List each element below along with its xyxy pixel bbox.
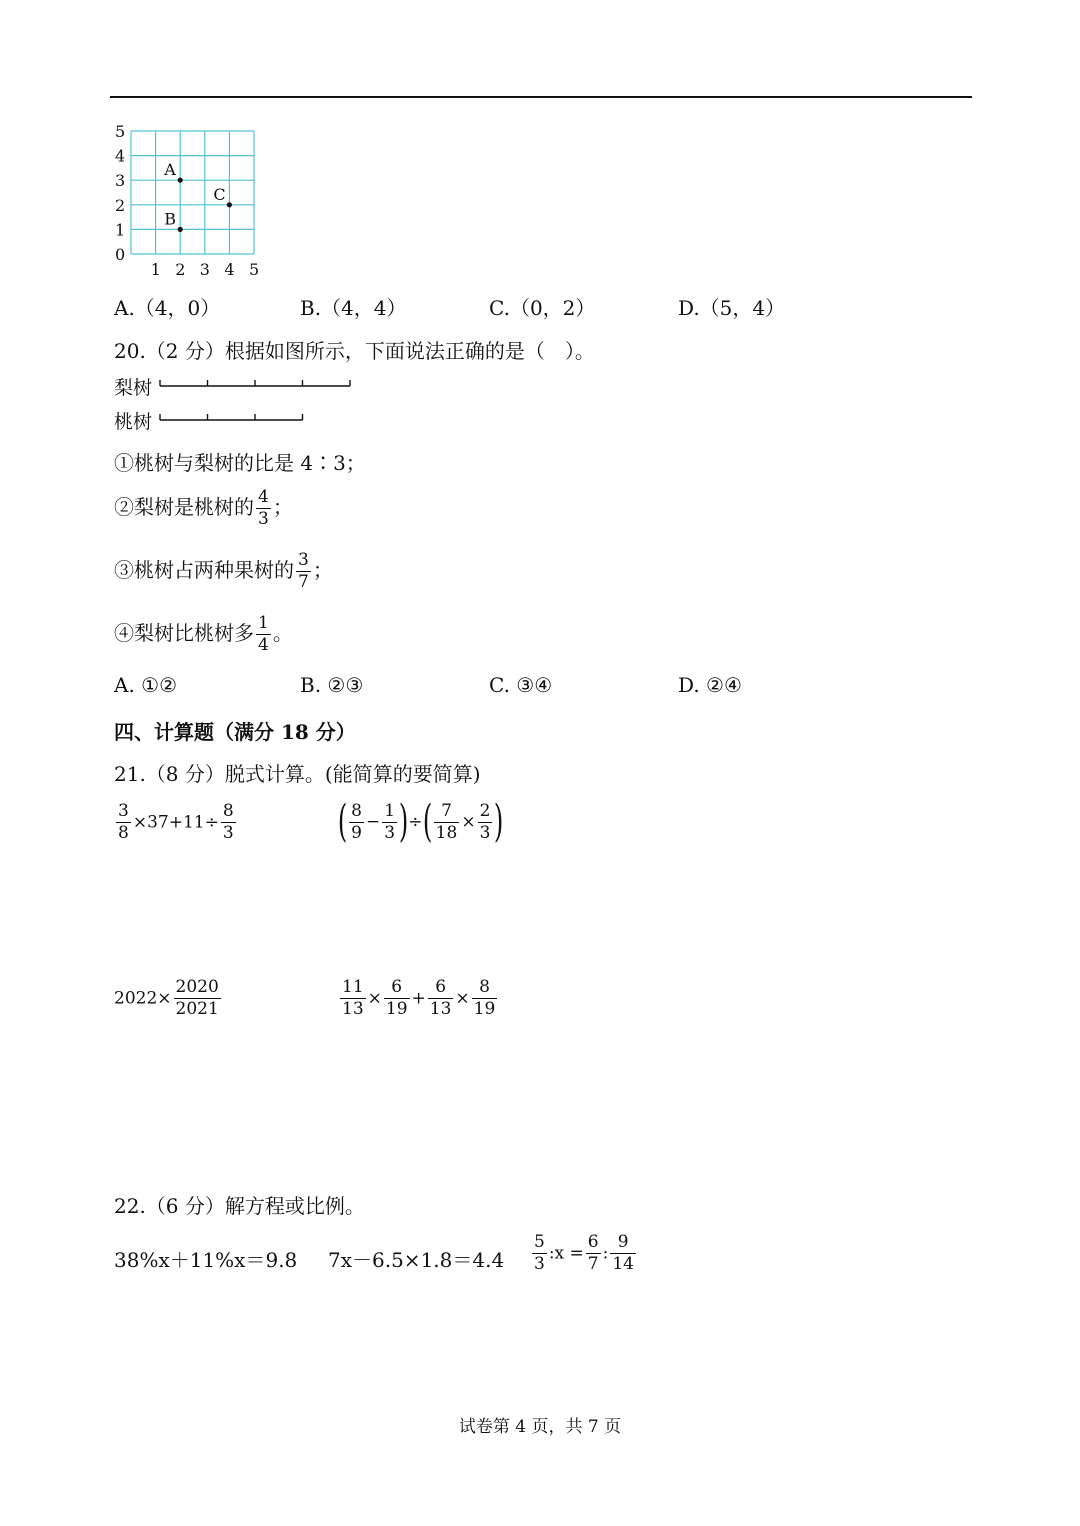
fraction: $\frac{2}{3}$ [479, 800, 491, 843]
fraction: $\frac{8}{9}$ [351, 800, 362, 843]
expression-2: ( $\frac{8}{9}$ − $\frac{1}{3}$ )÷( $\frac{7}{18}$ × $\frac{2}{3}$ ) [337, 796, 504, 847]
top-rule [110, 96, 972, 98]
q21-stem: 21.（8 分）脱式计算。(能简算的要简算) [114, 762, 481, 786]
q19-option-b[interactable]: B.（4，4） [300, 296, 407, 320]
fraction: $\frac{5}{3}$ [534, 1232, 545, 1274]
fraction: $\frac{3}{8}$ [118, 801, 129, 843]
fraction: $\frac{6}{7}$ [587, 1232, 599, 1274]
x-tick-label: 5 [249, 260, 260, 279]
expression-1: $\frac{3}{8}$ ×37+11÷ $\frac{8}{3}$ [118, 801, 234, 843]
y-tick-label: 5 [115, 122, 126, 141]
x-tick-label: 4 [224, 260, 235, 279]
point-c [227, 202, 232, 207]
x-tick-label: 3 [199, 260, 210, 279]
statement-1: ①桃树与梨树的比是 4∶3； [114, 451, 366, 475]
q19-option-a[interactable]: A.（4，0） [114, 296, 221, 320]
y-tick-label: 2 [115, 195, 126, 215]
statement-2: ②梨树是桃树的 $\frac{4}{3}$ ； [114, 487, 293, 529]
fraction: $\frac{9}{14}$ [612, 1232, 634, 1274]
statement-3: ③桃树占两种果树的 $\frac{3}{7}$ ； [114, 550, 333, 592]
fraction-1-4: $\frac{1}{4}$ [258, 613, 269, 655]
q20-option-b[interactable]: B. ②③ [300, 673, 364, 697]
bar-label-pear: 梨树 [114, 377, 153, 399]
y-tick-label: 0 [115, 245, 126, 264]
equation-1: 38%x＋11%x＝9.8 [114, 1248, 298, 1272]
y-tick-label: 1 [115, 220, 126, 240]
point-label-c: C [213, 184, 226, 204]
statement-4-text: ④梨树比桃树多 [114, 621, 254, 645]
point-a [178, 178, 183, 183]
q22-stem: 22.（6 分）解方程或比例。 [114, 1194, 365, 1218]
fraction: $\frac{1}{3}$ [384, 800, 396, 843]
statement-4: ④梨树比桃树多 $\frac{1}{4}$ 。 [114, 613, 293, 655]
fraction-3-7: $\frac{3}{7}$ [298, 550, 309, 592]
q20-option-d[interactable]: D. ②④ [678, 673, 742, 697]
point-label-b: B [164, 209, 176, 229]
q19-option-d[interactable]: D.（5，4） [678, 296, 786, 320]
fraction: $\frac{8}{3}$ [222, 801, 234, 843]
point-b [178, 227, 183, 232]
fraction: $\frac{6}{19}$ [385, 977, 408, 1019]
equation-3: $\frac{5}{3}$ :x = $\frac{6}{7}$ : $\frac{9}{14}$ [534, 1232, 634, 1274]
coordinate-grid [100, 118, 280, 283]
statement-2-text: ②梨树是桃树的 [114, 495, 254, 519]
point-label-a: A [164, 160, 176, 180]
q19-option-c[interactable]: C.（0，2） [489, 296, 596, 320]
y-tick-label: 3 [115, 171, 126, 191]
fraction: $\frac{8}{19}$ [473, 977, 496, 1019]
expression-4: $\frac{11}{13}$ × $\frac{6}{19}$ + $\frac{6}{13}$ × $\frac{8}{19}$ [342, 977, 496, 1019]
fraction: $\frac{11}{13}$ [342, 977, 364, 1019]
peach-tree-bar [158, 409, 358, 429]
x-tick-label: 2 [175, 260, 186, 279]
fraction: $\frac{2020}{2021}$ [175, 977, 219, 1019]
fraction: $\frac{7}{18}$ [435, 800, 458, 843]
section-title: 四、计算题（满分 18 分） [114, 720, 356, 744]
page-footer: 试卷第 4 页，共 7 页 [458, 1417, 622, 1437]
equation-2: 7x－6.5×1.8＝4.4 [328, 1248, 505, 1272]
fraction: $\frac{6}{13}$ [429, 977, 452, 1019]
statement-3-text: ③桃树占两种果树的 [114, 558, 294, 582]
fraction-4-3: $\frac{4}{3}$ [258, 487, 269, 529]
q20-option-a[interactable]: A. ①② [114, 673, 178, 697]
x-tick-label: 1 [150, 260, 161, 279]
expression-3: 2022× $\frac{2020}{2021}$ [114, 977, 219, 1019]
y-tick-label: 4 [115, 146, 126, 166]
q20-stem: 20.（2 分）根据如图所示，下面说法正确的是（ ）。 [114, 339, 595, 363]
pear-tree-bar [158, 375, 358, 395]
q20-option-c[interactable]: C. ③④ [489, 673, 553, 697]
bar-label-peach: 桃树 [114, 411, 153, 433]
